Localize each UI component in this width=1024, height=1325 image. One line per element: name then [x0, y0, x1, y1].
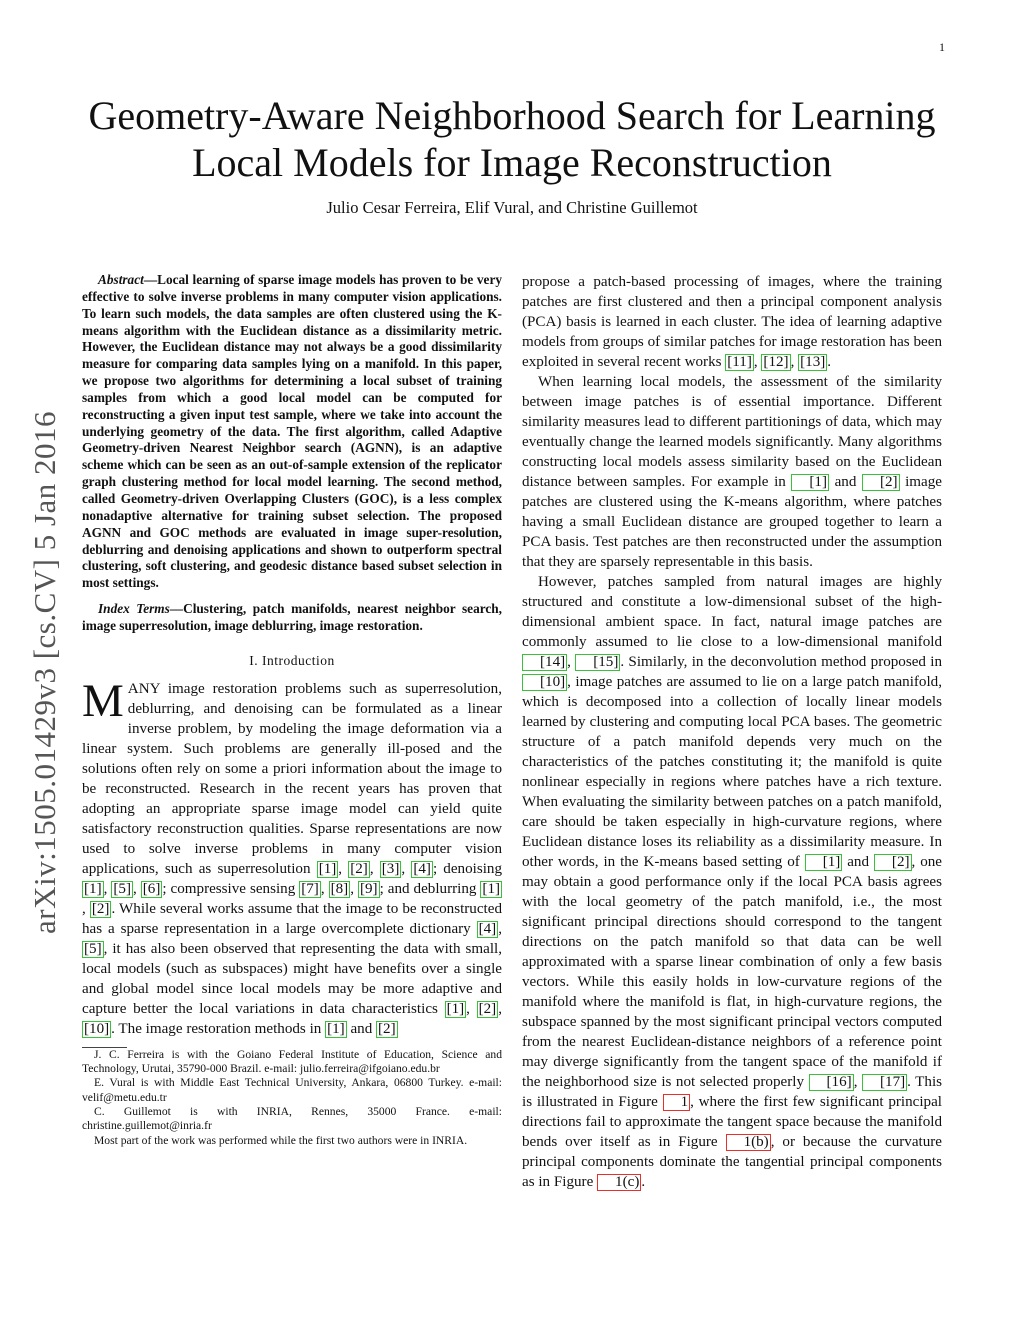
- text-run: ,: [401, 860, 412, 877]
- citation-link[interactable]: [1]: [446, 1000, 465, 1017]
- citation-link[interactable]: [2]: [350, 860, 368, 877]
- title-line-1: Geometry-Aware Neighborhood Search for Learning: [88, 93, 936, 138]
- paper-title: [60, 92, 964, 186]
- text-run: , one may obtain a good performance only if the local PCA basis agrees with the local geometry of the patch manifold, i.e., the most significant principal directions should correspond to the tangent directions on the patch manifold so that data can be well approximated with a sparse linear combination of only a few basis vectors. While this easily holds in low-curvature regions of the manifold where the manifold is flat, in high-curvature regions, the subspace spanned by the most significant principal vectors computed from the nearest Euclidean-distance neighbors of a reference point may diverge significantly from the tangent space of the manifold if the neighborhood size is not selected properly: [522, 854, 942, 1090]
- citation-link[interactable]: [1]: [805, 854, 843, 871]
- citation-link[interactable]: [9]: [359, 880, 378, 897]
- text-run: .: [827, 354, 832, 370]
- text-run: ,: [103, 880, 112, 897]
- footnote: E. Vural is with Middle East Technical University, Ankara, 06800 Turkey. e-mail: velif@metu.edu.tr: [82, 1076, 502, 1104]
- text-run: , it has also been observed that representing the data with small, local models (such as subspaces) might have benefits over a single and global model since local models may be more adaptive and capture better the local variations in data characteristics: [82, 940, 502, 1017]
- index-terms-text: —Clustering, patch manifolds, nearest neighbor search, image superresolution, image deblurring, image restoration.: [82, 601, 502, 633]
- text-run: ; and deblurring: [379, 880, 481, 897]
- text-run: ,: [790, 354, 799, 370]
- page-number: 1: [939, 40, 945, 54]
- drop-cap: M: [82, 674, 124, 727]
- text-run: However, patches sampled from natural images are highly structured and constitute a low-dimensional subset of the high-dimensional ambient space. In fact, natural image patches are commonly assumed to lie close to a low-dimensional manifold: [522, 574, 942, 650]
- citation-link[interactable]: [12]: [763, 354, 789, 370]
- citation-link[interactable]: [1]: [482, 880, 501, 897]
- citation-link[interactable]: [10]: [522, 674, 567, 691]
- text-run: ; compressive sensing: [162, 880, 300, 897]
- citation-link[interactable]: [8]: [330, 880, 349, 897]
- text-run: ,: [498, 920, 502, 937]
- citation-link[interactable]: [2]: [91, 900, 110, 917]
- citation-link[interactable]: [1]: [84, 880, 102, 897]
- citation-link[interactable]: [1]: [327, 1020, 345, 1037]
- abstract-text: —Local learning of sparse image models has proven to be very effective to solve inverse problems in many computer vision applications. To learn such models, the data samples are often clustered using the K-means algorithm with the Euclidean distance as a dissimilarity metric. However, the Euclidean distance may not always be a good dissimilarity measure for comparing data samples lying on a manifold. In this paper, we propose two algorithms for determining a local subset of training samples from which a good local model can be computed for reconstructing a given input test sample, where we take into account the underlying geometry of the data. The first algorithm, called Adaptive Geometry-driven Nearest Neighbor search (AGNN), is an adaptive scheme which can be seen as an out-of-sample extension of the replicator graph clustering method for local model learning. The second method, called Geometry-driven Overlapping Clusters (GOC), is a less complex nonadaptive alternative for training subset selection. The proposed AGNN and GOC methods are evaluated in image super-resolution, deblurring and denoising applications and shown to outperform spectral clustering, soft clustering, and geodesic distance based subset selection in most settings.: [82, 272, 502, 591]
- citation-link[interactable]: [2]: [378, 1020, 396, 1037]
- text-run: ,: [753, 354, 762, 370]
- title-line-2: Local Models for Image Reconstruction: [192, 140, 832, 185]
- text-run: . This is illustrated in Figure: [522, 1074, 943, 1110]
- citation-link[interactable]: [2]: [862, 474, 900, 491]
- citation-link[interactable]: [4]: [413, 860, 431, 877]
- text-run: ,: [82, 900, 90, 917]
- body-paragraph: [522, 372, 942, 572]
- citation-link[interactable]: [2]: [874, 854, 912, 871]
- citation-link[interactable]: [4]: [478, 920, 497, 937]
- citation-link[interactable]: [7]: [301, 880, 319, 897]
- text-run: , image patches are assumed to lie on a large patch manifold, which is decomposed into a collection of locally linear models learned by clustering and computing local PCA bases. The geometric structure of a patch manifold depends very much on the characteristics of the patches constituting it; the manifold is quite nonlinear especially in regions where patches have a rich texture. When evaluating the similarity between patches on a patch manifold, care should be taken especially in high-curvature regions, where Euclidean distance loses its reliability as a dissimilarity measure. In other words, in the K-means based setting of: [522, 674, 942, 870]
- text-run: propose a patch-based processing of images, where the training patches are first clustered and then a principal component analysis (PCA) basis is learned in each cluster. The idea of learning adaptive models from groups of similar patches for image restoration has been exploited in several recent works: [522, 274, 942, 370]
- citation-link[interactable]: [1]: [318, 860, 337, 877]
- text-run: ; denoising: [432, 860, 502, 877]
- text-run: ,: [350, 880, 358, 897]
- text-run: and: [346, 1020, 377, 1037]
- citation-link[interactable]: [2]: [478, 1000, 497, 1017]
- citation-link[interactable]: [17]: [862, 1074, 907, 1091]
- left-column: [82, 272, 502, 1148]
- text-run: ,: [320, 880, 329, 897]
- text-run: and: [829, 474, 862, 490]
- citation-link[interactable]: [13]: [800, 354, 826, 370]
- text-run: . While several works assume that the image to be reconstructed has a sparse representation in a large overcomplete dictionary: [82, 900, 502, 937]
- footnote: C. Guillemot is with INRIA, Rennes, 35000 France. e-mail: christine.guillemot@inria.fr: [82, 1104, 502, 1133]
- citation-link[interactable]: [14]: [522, 654, 567, 671]
- text-run: , or because the curvature principal components dominate the tangential principal components as in Figure: [522, 1134, 942, 1190]
- abstract: [82, 272, 502, 592]
- footnote: J. C. Ferreira is with the Goiano Federal Institute of Education, Science and Technology, Urutai, 35790-000 Brazil. e-mail: julio.ferreira@ifgoiano.edu.br: [82, 1047, 502, 1076]
- figure-link[interactable]: 1: [663, 1094, 691, 1111]
- arxiv-identifier[interactable]: arXiv:1505.01429v3 [cs.CV] 5 Jan 2016: [27, 410, 62, 934]
- citation-link[interactable]: [11]: [727, 354, 752, 370]
- text-run: ,: [132, 880, 141, 897]
- citation-link[interactable]: [1]: [791, 474, 829, 491]
- index-terms-label: Index Terms: [98, 601, 170, 617]
- right-column: [522, 272, 942, 1192]
- author-list: Julio Cesar Ferreira, Elif Vural, and Christine Guillemot: [326, 198, 698, 217]
- figure-link[interactable]: 1(b): [726, 1134, 771, 1151]
- intro-paragraph: [82, 674, 502, 1039]
- text-run: ,: [853, 1074, 862, 1090]
- footnote: Most part of the work was performed while the first two authors were in INRIA.: [94, 1133, 468, 1147]
- citation-link[interactable]: [16]: [809, 1074, 854, 1091]
- text-run: image patches are clustered using the K-means algorithm, where patches having a small Euclidean distance are grouped together to learn a PCA basis. Test patches are then reconstructed under the assumption that they are sparsely representable in this basis.: [522, 474, 942, 570]
- text-run: ,: [369, 860, 380, 877]
- text-run: ,: [466, 1000, 477, 1017]
- citation-link[interactable]: [3]: [381, 860, 400, 877]
- citation-link[interactable]: [15]: [575, 654, 620, 671]
- text-run: . Similarly, in the deconvolution method proposed in: [620, 654, 943, 670]
- text-run: . The image restoration methods in: [111, 1020, 326, 1037]
- citation-link[interactable]: [5]: [84, 940, 102, 957]
- index-terms: [82, 601, 502, 635]
- text-run: ,: [338, 860, 349, 877]
- text-run: .: [641, 1174, 646, 1190]
- abstract-label: Abstract: [98, 272, 144, 287]
- figure-link[interactable]: 1(c): [597, 1174, 641, 1191]
- text-run: and: [842, 854, 874, 870]
- text-run: ,: [498, 1000, 502, 1017]
- body-paragraph: [522, 572, 942, 1192]
- text-run: ,: [567, 654, 576, 670]
- body-paragraph: [522, 272, 942, 372]
- text-run: When learning local models, the assessment of the similarity between image patches is of essential importance. Different similarity measures lead to different partitionings of data, which may eventually change the learned models significantly. Many algorithms constructing local models assess similarity based on the Euclidean distance between samples. For example in: [522, 374, 942, 490]
- citation-link[interactable]: [5]: [113, 880, 131, 897]
- citation-link[interactable]: [6]: [142, 880, 161, 897]
- citation-link[interactable]: [10]: [84, 1020, 110, 1037]
- section-heading-introduction: I. Introduction: [249, 652, 335, 668]
- text-run: ANY image restoration problems such as superresolution, deblurring, and denoising can be formulated as a linear inverse problem, by modeling the image deformation via a linear system. Such problems are generally ill-posed and the solutions often rely on some a priori information about the image to be reconstructed. Research in the recent years has proven that adopting an appropriate sparse image model can yield quite satisfactory reconstruction qualities. Sparse representations are now used to solve inverse problems in many computer vision applications, such as superresolution: [82, 680, 502, 877]
- text-run: , where the first few significant principal directions fail to approximate the tangent space because the manifold bends over itself as in Figure: [522, 1094, 943, 1150]
